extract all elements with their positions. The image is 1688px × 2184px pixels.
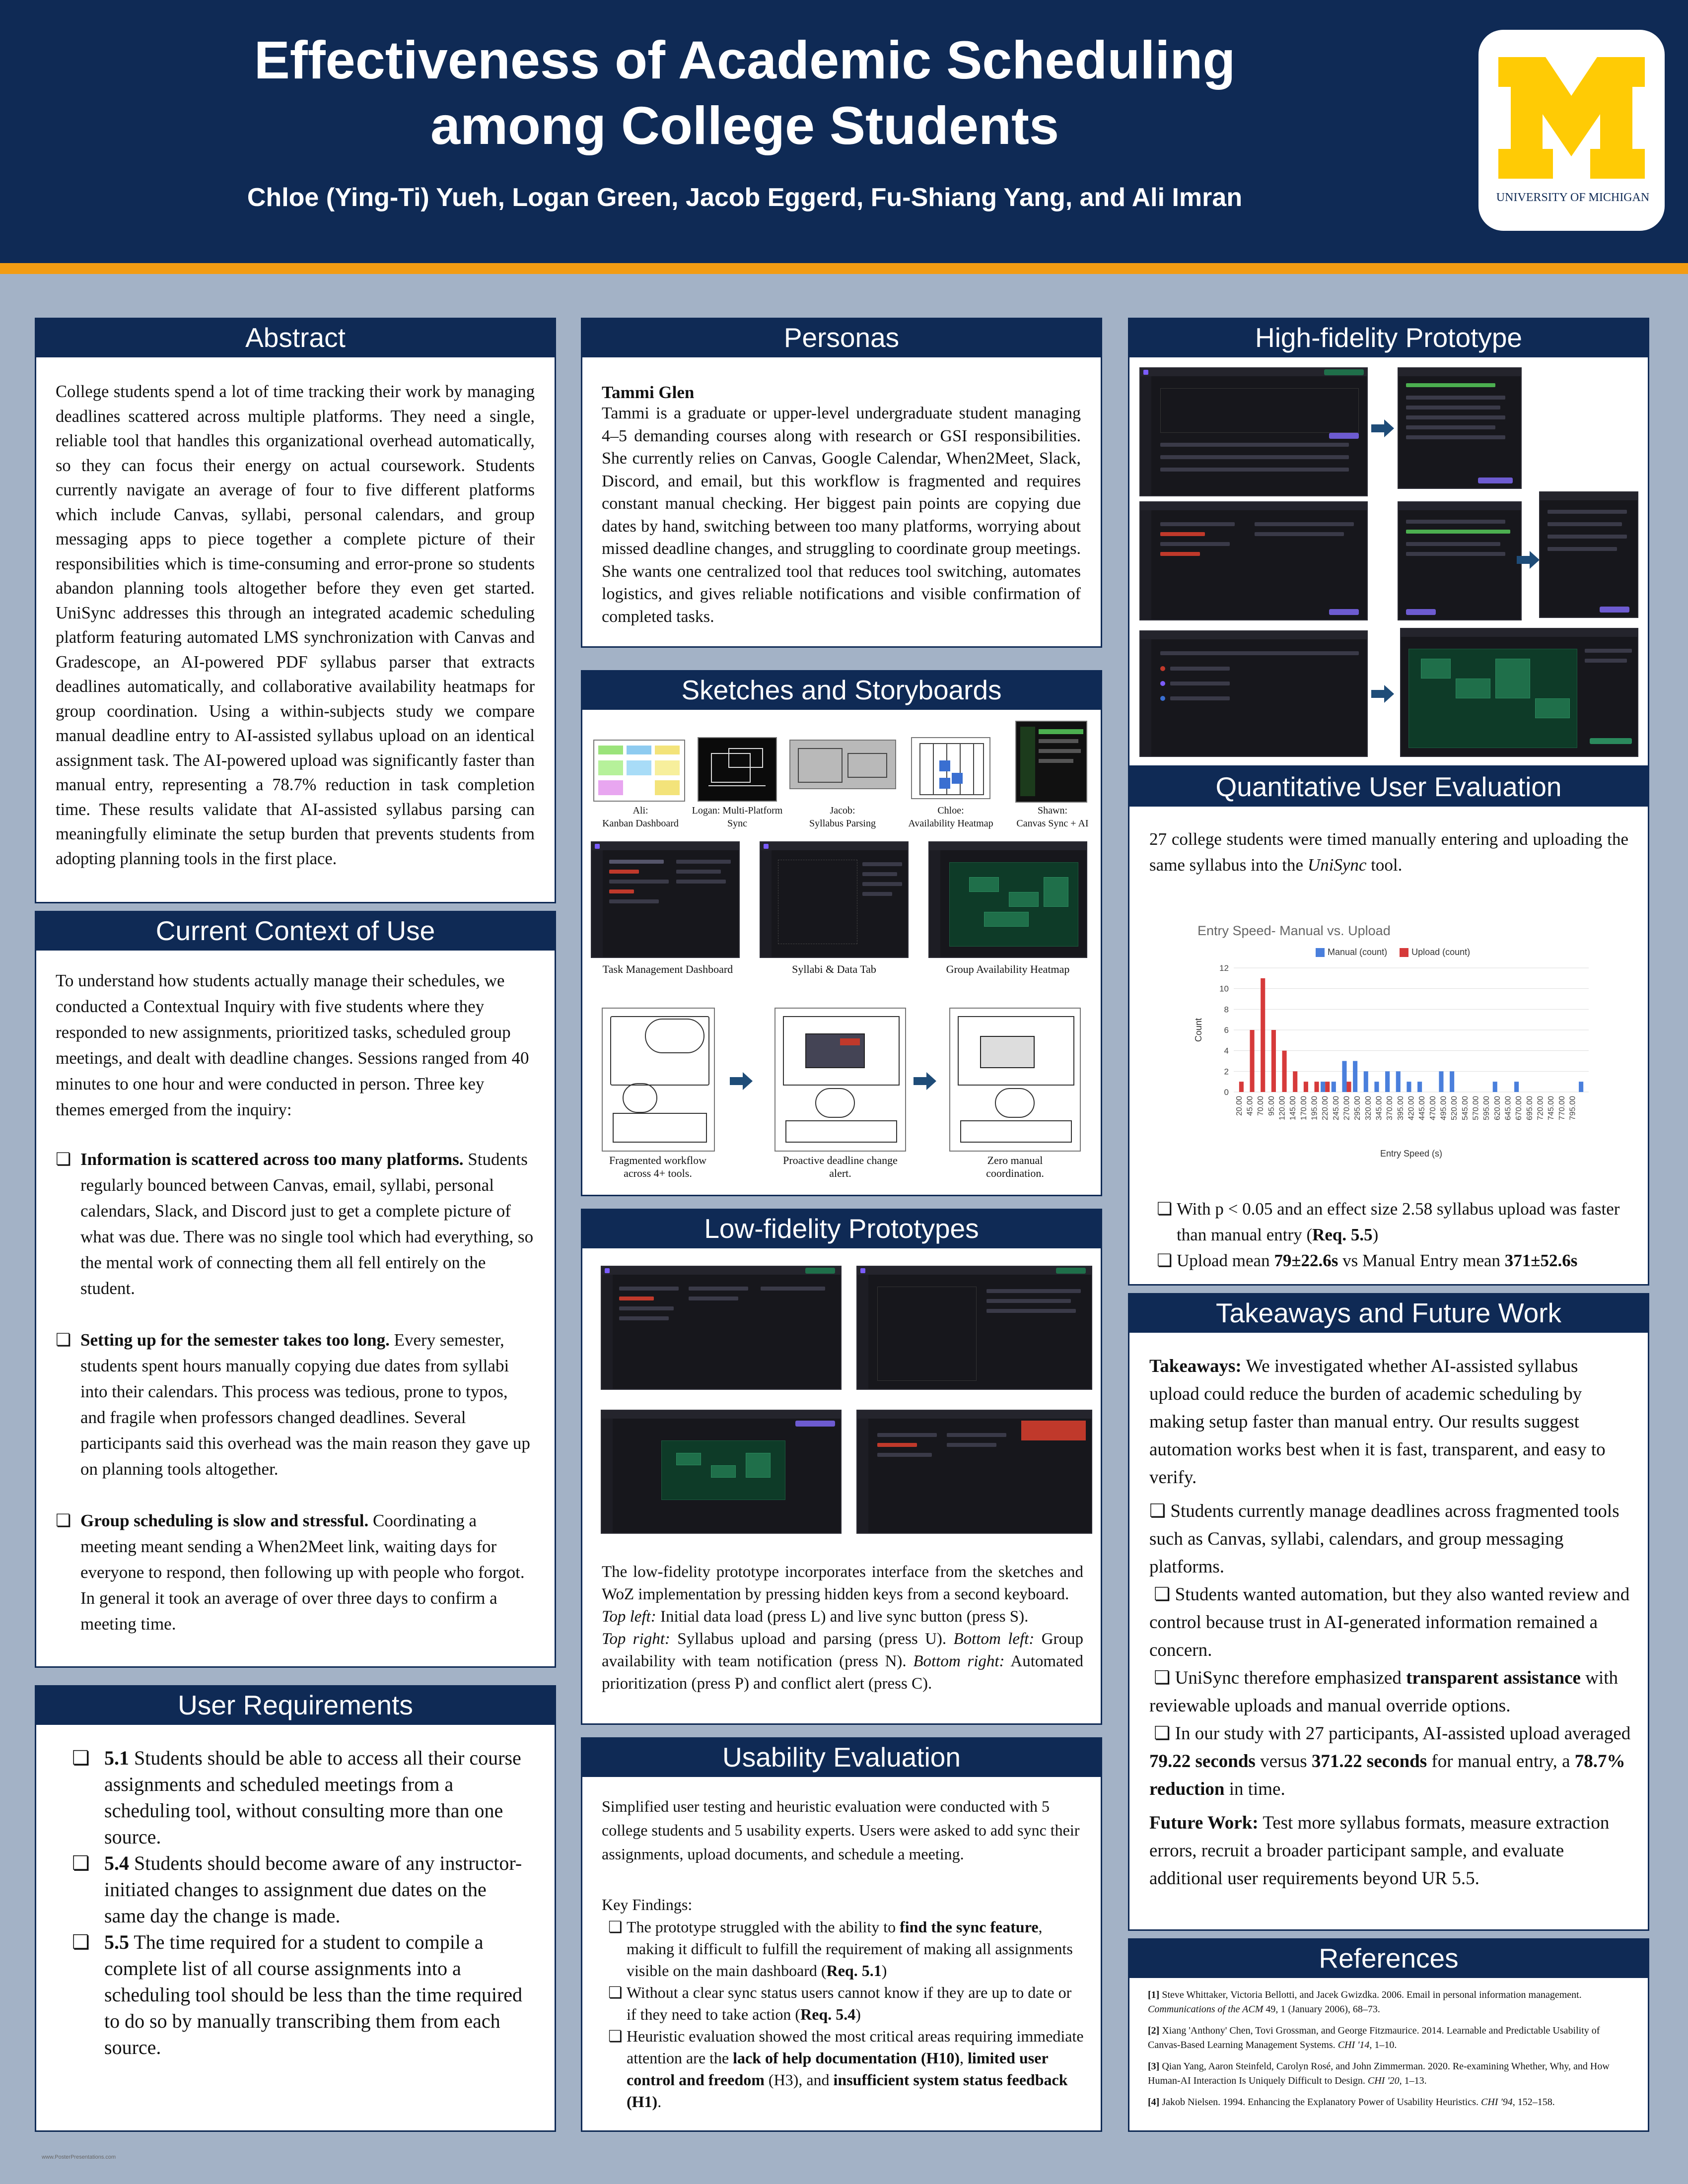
theme-text: Every semester, students spent hours manually copying due dates from syllabi into their calendars. This process was tedious, prone to typos, and fragile when professors changed deadlines. Several participants said this overhead was the main reason they gave up on planning tools altogether. <box>80 1330 530 1479</box>
legend-label: Manual (count) <box>1328 947 1388 957</box>
lofi-screenshot-bottom-right <box>856 1410 1092 1534</box>
hifi-screenshot-tasks <box>1139 501 1368 620</box>
checkbox-icon: ❏ <box>608 2027 623 2045</box>
requirement-item <box>72 1929 529 2060</box>
finding-item: ❏ Heuristic evaluation showed the most critical areas requiring immediate attention are the lack of help documentation (H10), limited user control and freedom (H3), and insufficient system status feedback (H1). <box>608 2025 1085 2113</box>
x-axis-label: Entry Speed (s) <box>1380 1149 1443 1159</box>
takeaways-summary: Takeaways: We investigated whether AI-assisted syllabus upload could reduce the burden of academic scheduling by making setup faster than manual entry. Our results suggest automation works best when it is fast, transparent, and easy to verify. <box>1149 1356 1606 1488</box>
bar-manual <box>1321 1082 1325 1092</box>
x-tick-label: 70.00 <box>1257 1096 1266 1116</box>
usability-intro: Simplified user testing and heuristic evaluation were conducted with 5 college students and 5 usability experts. Users were asked to add sync their assignments, upload documents, and schedule a meeting. <box>602 1797 1080 1863</box>
chart-legend <box>1316 947 1470 957</box>
bar-manual <box>1353 1061 1357 1092</box>
bar-manual <box>1417 1082 1422 1092</box>
sketch-multiplatform <box>698 737 777 802</box>
x-tick-label: 370.00 <box>1386 1096 1395 1120</box>
lofi-label: Bottom left: <box>953 1630 1035 1648</box>
theme-item <box>56 1508 535 1637</box>
sketches-heading: Sketches and Storyboards <box>581 670 1102 710</box>
bar-upload <box>1271 1030 1276 1092</box>
reference-item: [4] Jakob Nielsen. 1994. Enhancing the Explanatory Power of Usability Heuristics. CHI '94, 152–158. <box>1148 2097 1555 2108</box>
y-tick-label: 4 <box>1224 1046 1229 1056</box>
bar-manual <box>1450 1071 1454 1092</box>
bar-manual <box>1342 1061 1346 1092</box>
checkbox-icon: ❏ <box>56 1330 71 1350</box>
bar-upload <box>1250 1030 1255 1092</box>
y-tick-label: 8 <box>1224 1005 1229 1015</box>
storyboard-frame-3 <box>949 1008 1081 1152</box>
chart-title: Entry Speed- Manual vs. Upload <box>1197 923 1391 938</box>
takeaway-bullet: ❏ In our study with 27 participants, AI-assisted upload averaged 79.22 seconds versus 371.22 seconds for manual entry, a 78.7% reduction in time. <box>1149 1723 1631 1799</box>
quant-bullet: ❏ Upload mean 79±22.6s vs Manual Entry mean 371±52.6s <box>1157 1248 1633 1274</box>
usability-heading: Usability Evaluation <box>581 1737 1102 1777</box>
theme-text: Coordinating a meeting meant sending a When2Meet link, waiting days for everyone to respond, then following up with people who forgot. In general it took an average of over three days to confirm a meeting time. <box>80 1511 525 1634</box>
quant-intro: 27 college students were timed manually entering and uploading the same syllabus into the UniSync tool. <box>1149 829 1628 875</box>
sketch-caption: Shawn: Canvas Sync + AI <box>1016 805 1089 829</box>
context-intro: To understand how students actually manage their schedules, we conducted a Contextual Inquiry with five students where they responded to new assignments, prioritized tasks, scheduled group meetings, and dealt with deadline changes. Sessions ranged from 40 minutes to one hour and were conducted in person. Three key themes emerged from the inquiry: <box>56 971 529 1119</box>
x-tick-label: 695.00 <box>1525 1096 1534 1120</box>
sketch-syllabus <box>789 740 896 789</box>
checkbox-icon: ❏ <box>72 1931 90 1953</box>
x-tick-label: 620.00 <box>1493 1096 1502 1120</box>
bar-upload <box>1293 1071 1297 1092</box>
sketch-caption: Jacob: Syllabus Parsing <box>809 805 876 829</box>
x-tick-label: 770.00 <box>1557 1096 1566 1120</box>
bar-upload <box>1239 1082 1244 1092</box>
abstract-heading: Abstract <box>35 318 556 357</box>
arrow-right-icon <box>730 1072 753 1090</box>
x-tick-label: 795.00 <box>1568 1096 1577 1120</box>
bar-manual <box>1332 1082 1336 1092</box>
sketch-caption: Logan: Multi-Platform Sync <box>692 805 783 829</box>
hifi-screenshot-upload <box>1398 501 1522 620</box>
x-tick-label: 345.00 <box>1375 1096 1384 1120</box>
sketch-kanban <box>593 740 685 802</box>
block-m-icon <box>1498 57 1645 179</box>
future-work: Future Work: Test more syllabus formats, measure extraction errors, recruit a broader participant sample, and evaluate additional user requirements beyond UR 5.5. <box>1149 1813 1610 1889</box>
takeaway-bullet: ❏ Students currently manage deadlines across fragmented tools such as Canvas, syllabi, calendars, and group messaging platforms. <box>1149 1501 1619 1577</box>
checkbox-icon: ❏ <box>1154 1668 1175 1688</box>
x-tick-label: 220.00 <box>1321 1096 1330 1120</box>
checkbox-icon: ❏ <box>1157 1199 1173 1219</box>
arrow-right-icon <box>1517 551 1540 569</box>
lofi-screenshot-top-right <box>856 1266 1092 1390</box>
checkbox-icon: ❏ <box>1157 1251 1173 1270</box>
y-tick-label: 2 <box>1224 1067 1229 1077</box>
requirement-id: 5.5 <box>104 1931 129 1953</box>
entry-speed-chart <box>1187 958 1599 1161</box>
x-tick-label: 745.00 <box>1547 1096 1556 1120</box>
sketch-canvas-sync <box>1015 721 1087 803</box>
bar-manual <box>1396 1071 1401 1092</box>
screen-caption: Task Management Dashboard <box>602 963 733 975</box>
personas-heading: Personas <box>581 318 1102 357</box>
persona-text: Tammi is a graduate or upper-level undergraduate student managing 4–5 demanding courses along with research or GSI responsibilities. She currently relies on Canvas, Google Calendar, When2Meet, Slack, Discord, and email, but this workflow is fragmented and requires constant manual checking. Her biggest pain points are copying due dates by hand, switching between too many platforms, worrying about missed deadline changes, and struggling to coordinate group meetings. She wants one centralized tool that reduces tool switching, automates logistics, and gives reliable notifications and visible confirmation of completed tasks. <box>602 404 1081 626</box>
requirement-item <box>72 1850 529 1929</box>
theme-item <box>56 1327 535 1482</box>
reference-item: [1] Steve Whittaker, Victoria Bellotti, and Jacek Gwizdka. 2006. Email in personal information management. Communications of the ACM 49, 1 (January 2006), 68–73. <box>1148 1989 1582 2015</box>
x-tick-label: 170.00 <box>1299 1096 1308 1120</box>
hifi-screenshot-add-task <box>1539 491 1638 618</box>
checkbox-icon: ❏ <box>72 1747 90 1769</box>
screen-caption: Group Availability Heatmap <box>946 963 1070 975</box>
footer-note: www.PosterPresentations.com <box>42 2154 116 2160</box>
checkbox-icon: ❏ <box>72 1852 90 1874</box>
x-tick-label: 570.00 <box>1472 1096 1480 1120</box>
abstract-text: College students spend a lot of time tracking their work by managing deadlines scattered across multiple platforms. They need a single, reliable tool that handles this organizational overhead automatically, so they can focus their energy on actual coursework. Students currently navigate an average of four to five different platforms which include Canvas, syllabi, personal calendars, and group messaging apps to piece together a complete picture of their responsibilities which is time-consuming and error-prone so students abandon planning tools altogether before they even get started. UniSync addresses this through an integrated academic scheduling platform featuring automated LMS synchronization with Canvas and Gradescope, an AI-powered PDF syllabus parser that extracts deadlines automatically, and collaborative availability heatmaps for group coordination. Using a within-subjects study we compare manual deadline entry to AI-assisted syllabus upload on an identical assignment task. The AI-powered upload was significantly faster than manual entry, representing a 78.7% reduction in task completion time. These results validate that AI-assisted syllabus parsing can meaningfully eliminate the setup burden that prevents students from adopting planning tools in the first place. <box>56 382 535 868</box>
bar-upload <box>1325 1082 1330 1092</box>
x-tick-label: 395.00 <box>1396 1096 1405 1120</box>
y-tick-label: 12 <box>1219 963 1229 973</box>
x-tick-label: 270.00 <box>1342 1096 1351 1120</box>
lofi-description <box>602 1561 1083 1695</box>
y-axis-label: Count <box>1194 1018 1203 1042</box>
requirement-text: Students should be able to access all their course assignments and scheduled meetings from a scheduling tool, without consulting more than one source. <box>104 1747 521 1848</box>
title-line-1: Effectiveness of Academic Scheduling <box>254 30 1236 90</box>
references-heading: References <box>1128 1938 1649 1978</box>
takeaway-bullet: ❏ UniSync therefore emphasized transparent assistance with reviewable uploads and manual override options. <box>1149 1668 1618 1716</box>
arrow-right-icon <box>1371 419 1394 437</box>
x-tick-label: 645.00 <box>1504 1096 1513 1120</box>
hifi-screenshot-heatmap <box>1400 628 1638 757</box>
x-tick-label: 670.00 <box>1515 1096 1524 1120</box>
context-themes <box>56 1147 535 1637</box>
sketch-caption: Chloe: Availability Heatmap <box>908 805 993 829</box>
theme-title: Setting up for the semester takes too long. <box>80 1330 390 1350</box>
references-list <box>1148 1988 1634 2110</box>
quant-bullets <box>1157 1196 1633 1274</box>
x-tick-label: 245.00 <box>1332 1096 1340 1120</box>
hifi-screenshot-sync <box>1398 367 1522 489</box>
hifi-screenshot-dashboard <box>1139 367 1368 496</box>
storyboard-caption: Proactive deadline change alert. <box>783 1154 898 1179</box>
x-tick-label: 320.00 <box>1364 1096 1373 1120</box>
x-tick-label: 420.00 <box>1407 1096 1416 1120</box>
x-tick-label: 470.00 <box>1428 1096 1437 1120</box>
author-list: Chloe (Ying-Ti) Yueh, Logan Green, Jacob Eggerd, Fu-Shiang Yang, and Ali Imran <box>247 183 1243 212</box>
screen-caption: Syllabi & Data Tab <box>792 963 876 975</box>
arrow-right-icon <box>1371 685 1394 703</box>
lofi-intro: The low-fidelity prototype incorporates interface from the sketches and WoZ implementation by pressing hidden keys from a second keyboard. <box>602 1563 1083 1603</box>
persona-name: Tammi Glen <box>602 383 695 402</box>
storyboard-frame-2 <box>774 1008 906 1152</box>
x-tick-label: 595.00 <box>1482 1096 1491 1120</box>
finding-item: ❏ The prototype struggled with the ability to find the sync feature, making it difficult to fulfill the requirement of making all assignments visible on the main dashboard (Req. 5.1) <box>608 1916 1085 1981</box>
x-tick-label: 45.00 <box>1246 1096 1255 1116</box>
bar-manual <box>1374 1082 1379 1092</box>
header-accent-stripe <box>0 263 1688 274</box>
legend-label: Upload (count) <box>1411 947 1471 957</box>
bar-upload <box>1347 1082 1351 1092</box>
lofi-note: Syllabus upload and parsing (press U). <box>670 1630 947 1648</box>
quant-heading: Quantitative User Evaluation <box>1128 767 1649 807</box>
x-tick-label: 545.00 <box>1461 1096 1470 1120</box>
takeaways-body <box>1149 1353 1631 1893</box>
context-heading: Current Context of Use <box>35 911 556 951</box>
hifi-screenshot-groups <box>1139 630 1368 757</box>
screenshot-heatmap <box>928 841 1087 958</box>
checkbox-icon: ❏ <box>56 1150 71 1169</box>
requirement-id: 5.4 <box>104 1852 129 1874</box>
storyboard-frame-1 <box>602 1008 715 1152</box>
theme-title: Information is scattered across too many platforms. <box>80 1150 464 1169</box>
bar-upload <box>1315 1082 1319 1092</box>
lofi-heading: Low-fidelity Prototypes <box>581 1209 1102 1248</box>
lofi-screenshot-bottom-left <box>601 1410 842 1534</box>
y-tick-label: 0 <box>1224 1088 1229 1097</box>
usability-findings-label: Key Findings: <box>602 1896 693 1913</box>
takeaway-bullet: ❏ Students wanted automation, but they also wanted review and control because trust in AI-generated information remained a concern. <box>1149 1584 1630 1660</box>
y-tick-label: 10 <box>1219 984 1229 994</box>
lofi-label: Top left: <box>602 1608 656 1626</box>
hifi-heading: High-fidelity Prototype <box>1128 318 1649 357</box>
x-tick-label: 445.00 <box>1418 1096 1427 1120</box>
x-tick-label: 520.00 <box>1450 1096 1459 1120</box>
bar-manual <box>1493 1082 1497 1092</box>
requirement-text: Students should become aware of any instructor-initiated changes to assignment due dates on the same day the change is made. <box>104 1852 522 1927</box>
reference-item: [2] Xiang 'Anthony' Chen, Tovi Grossman, and George Fitzmaurice. 2014. Learnable and Predictable Usability of Canvas-Based Learning Management Systems. CHI '14, 1–10. <box>1148 2025 1600 2050</box>
quant-bullet: ❏ With p < 0.05 and an effect size 2.58 syllabus upload was faster than manual entry (Req. 5.5) <box>1157 1196 1633 1248</box>
theme-title: Group scheduling is slow and stressful. <box>80 1511 369 1530</box>
requirements-list <box>72 1745 529 2060</box>
x-tick-label: 295.00 <box>1353 1096 1362 1120</box>
checkbox-icon: ❏ <box>608 1983 623 2001</box>
sketch-heatmap <box>911 737 990 799</box>
x-tick-label: 195.00 <box>1310 1096 1319 1120</box>
lofi-note: Automated prioritization (press P) and conflict alert (press C). <box>602 1652 1084 1693</box>
sketch-caption: Ali: Kanban Dashboard <box>602 805 679 829</box>
lofi-label: Top right: <box>602 1630 670 1648</box>
x-tick-label: 145.00 <box>1289 1096 1298 1120</box>
logo-wordmark: UNIVERSITY OF MICHIGAN <box>1496 191 1650 204</box>
checkbox-icon: ❏ <box>608 1918 623 1936</box>
storyboard-caption: Zero manual coordination. <box>986 1154 1044 1179</box>
lofi-note: Group availability with team notification (press N). <box>602 1630 1084 1670</box>
checkbox-icon: ❏ <box>1154 1723 1175 1744</box>
bar-manual <box>1514 1082 1519 1092</box>
screenshot-syllabi-tab <box>760 841 909 958</box>
theme-text: Students regularly bounced between Canvas, email, syllabi, personal calendars, Slack, and Discord just to get a complete picture of what was due. There was no single tool which had everything, so the mental work of connecting them all fell entirely on the student. <box>80 1150 534 1298</box>
bar-upload <box>1261 978 1265 1092</box>
theme-item <box>56 1147 535 1301</box>
requirement-item <box>72 1745 529 1850</box>
legend-swatch-upload <box>1400 948 1408 957</box>
x-tick-label: 95.00 <box>1267 1096 1276 1116</box>
checkbox-icon: ❏ <box>56 1511 71 1530</box>
x-tick-label: 495.00 <box>1439 1096 1448 1120</box>
university-logo <box>1478 30 1665 231</box>
x-tick-label: 20.00 <box>1235 1096 1244 1116</box>
bar-manual <box>1364 1071 1368 1092</box>
finding-item: ❏ Without a clear sync status users cannot know if they are up to date or if they need to take action (Req. 5.4) <box>608 1981 1085 2025</box>
checkbox-icon: ❏ <box>1149 1501 1171 1521</box>
screenshot-task-dashboard <box>591 841 740 958</box>
legend-swatch-manual <box>1316 948 1325 957</box>
reference-item: [3] Qian Yang, Aaron Steinfeld, Carolyn Rosé, and John Zimmerman. 2020. Re-examining Whether, Why, and How Human-AI Interaction Is Uniquely Difficult to Design. CHI '20, 1–13. <box>1148 2061 1610 2086</box>
bar-upload <box>1304 1082 1308 1092</box>
bar-manual <box>1579 1082 1583 1092</box>
x-tick-label: 120.00 <box>1278 1096 1287 1120</box>
takeaways-heading: Takeaways and Future Work <box>1128 1293 1649 1333</box>
bar-manual <box>1407 1082 1411 1092</box>
bar-manual <box>1439 1071 1443 1092</box>
requirements-heading: User Requirements <box>35 1685 556 1725</box>
lofi-label: Bottom right: <box>913 1652 1005 1670</box>
poster-title <box>74 27 1415 158</box>
title-line-2: among College Students <box>430 95 1059 155</box>
y-tick-label: 6 <box>1224 1025 1229 1035</box>
checkbox-icon: ❏ <box>1154 1584 1175 1605</box>
lofi-note: Initial data load (press L) and live sync button (press S). <box>656 1608 1029 1626</box>
lofi-screenshot-top-left <box>601 1266 842 1390</box>
requirement-id: 5.1 <box>104 1747 129 1769</box>
bar-manual <box>1385 1071 1390 1092</box>
usability-findings <box>608 1916 1085 2113</box>
storyboard-caption: Fragmented workflow across 4+ tools. <box>609 1154 707 1179</box>
bar-upload <box>1282 1051 1287 1092</box>
arrow-right-icon <box>914 1072 936 1090</box>
requirement-text: The time required for a student to compile a complete list of all course assignments into a scheduling tool should be less than the time required to do so by manually transcribing them from each source. <box>104 1931 523 2058</box>
x-tick-label: 720.00 <box>1536 1096 1545 1120</box>
